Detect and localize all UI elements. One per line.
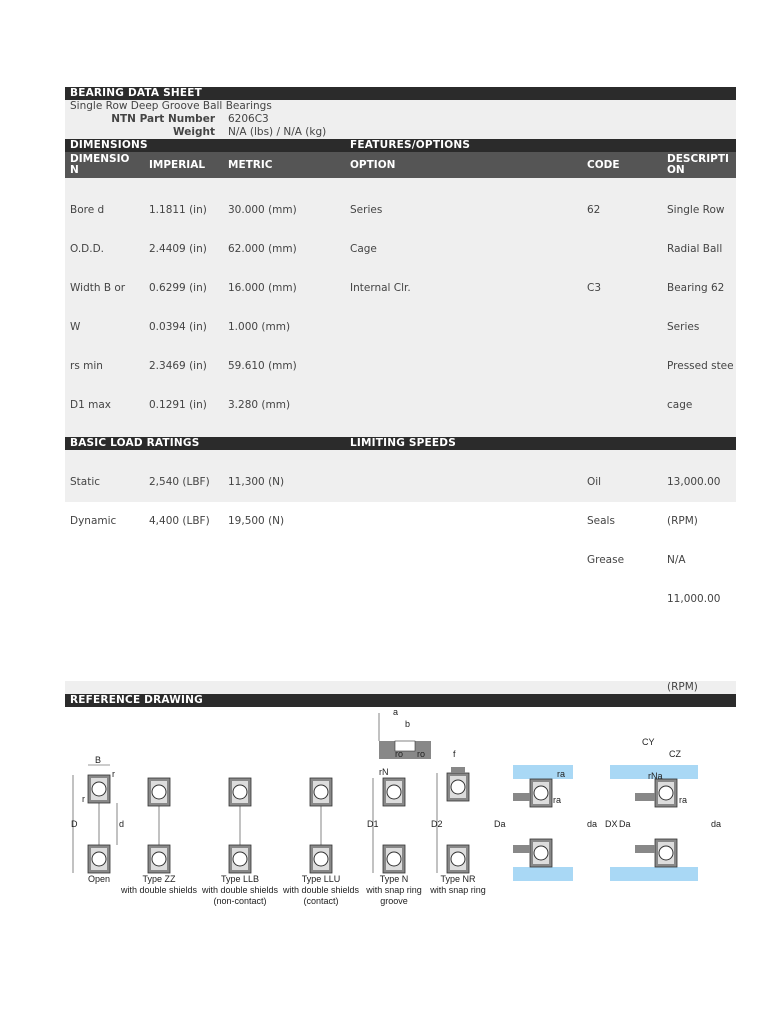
caption-type-n: Type N [379, 874, 409, 884]
imperial-column [149, 178, 207, 437]
drawing-label: ra [553, 795, 562, 805]
load-lbf: 2,540 (LBF) [149, 476, 210, 488]
features-heading: FEATURES/OPTIONS [350, 139, 471, 151]
header-metric: METRIC [228, 159, 273, 171]
drawing-label: r [112, 769, 115, 779]
caption-type-llu: Type LLU [301, 874, 341, 884]
imperial-value: 2.4409 (in) [149, 243, 207, 255]
speed-value-column [667, 450, 720, 632]
drawing-label: rN [379, 767, 389, 777]
load-ratings-heading: BASIC LOAD RATINGS [70, 437, 200, 449]
bearing-llu-figure [310, 778, 332, 873]
drawing-label: Da [494, 819, 506, 829]
imperial-value: 2.3469 (in) [149, 360, 207, 372]
metric-value: 30.000 (mm) [228, 204, 297, 216]
option-code: C3 [587, 282, 602, 294]
part-number-label: NTN Part Number [111, 113, 215, 125]
caption-type-zz: Type ZZ [142, 874, 176, 884]
drawing-label: D1 [367, 819, 379, 829]
metric-value: 3.280 (mm) [228, 399, 291, 411]
imperial-value: 0.1291 (in) [149, 399, 207, 411]
speed-value: 11,000.00 [667, 593, 721, 605]
metric-value: 16.000 (mm) [228, 282, 297, 294]
speed-type-column [587, 450, 624, 593]
speed-value: 13,000.00 [667, 476, 721, 488]
drawing-label: DX [605, 819, 618, 829]
header-dimension-2: N [70, 164, 79, 176]
dimensions-heading: DIMENSIONS [70, 139, 148, 151]
option-description: Series [667, 321, 700, 333]
load-speeds-panel [65, 450, 736, 605]
speed-value: (RPM) [667, 515, 698, 527]
bearing-open-figure [73, 765, 117, 873]
option-description: Radial Ball [667, 243, 723, 255]
drawing-label: D [71, 819, 78, 829]
bearing-description: Single Row Deep Groove Ball Bearings [70, 100, 272, 112]
option-description: cage [667, 399, 693, 411]
drawing-label: B [95, 755, 102, 765]
drawing-label: da [711, 819, 722, 829]
speed-type: Oil [587, 476, 602, 488]
load-newton-column [228, 450, 284, 554]
caption-llb-note: (non-contact) [213, 896, 267, 906]
drawing-label: Da [619, 819, 631, 829]
part-number-value: 6206C3 [228, 113, 269, 125]
drawing-label: rNa [648, 771, 663, 781]
dimension-name: Bore d [70, 204, 105, 216]
caption-nr-detail: with snap ring [430, 885, 486, 895]
option-name: Internal Clr. [350, 282, 411, 294]
code-column [587, 178, 601, 321]
option-name: Series [350, 204, 383, 216]
drawing-label: D2 [431, 819, 443, 829]
reference-drawing [65, 707, 736, 912]
reference-drawing-bar [65, 694, 736, 707]
load-lbf: 4,400 (LBF) [149, 515, 210, 527]
option-code [587, 243, 601, 256]
metric-value: 62.000 (mm) [228, 243, 297, 255]
summary-panel [65, 100, 736, 139]
header-description-2: ON [667, 164, 685, 176]
metric-value: 59.610 (mm) [228, 360, 297, 372]
option-code: 62 [587, 204, 601, 216]
dimension-name: Width B or [70, 282, 126, 294]
speed-overflow-unit: (RPM) [667, 681, 698, 693]
header-option: OPTION [350, 159, 396, 171]
dimension-name: W [70, 321, 81, 333]
dimensions-panel [65, 178, 736, 437]
caption-zz-detail: with double shields [120, 885, 198, 895]
option-description: Bearing 62 [667, 282, 725, 294]
drawing-label: d [119, 819, 125, 829]
metric-column [228, 178, 297, 437]
dimension-name: O.D.D. [70, 243, 105, 255]
drawing-label: CY [642, 737, 655, 747]
caption-n-detail: with snap ring [366, 885, 422, 895]
speed-value: N/A [667, 554, 686, 566]
dimension-name: rs min [70, 360, 103, 372]
option-column [350, 178, 411, 321]
caption-type-llb: Type LLB [220, 874, 260, 884]
housing-fit-figure [513, 765, 573, 881]
header-dimension-1: DIMENSIO [70, 153, 130, 165]
imperial-value: 1.1811 (in) [149, 204, 207, 216]
metric-value: 1.000 (mm) [228, 321, 291, 333]
speed-overflow-row [65, 681, 736, 694]
drawing-label: b [405, 719, 411, 729]
caption-llb-detail: with double shields [201, 885, 279, 895]
header-description-1: DESCRIPTI [667, 153, 729, 165]
header-code: CODE [587, 159, 620, 171]
caption-llu-note: (contact) [303, 896, 339, 906]
column-header-row [65, 152, 736, 178]
drawing-label: ra [557, 769, 566, 779]
option-description: Pressed stee [667, 360, 734, 372]
caption-n-note: groove [380, 896, 408, 906]
option-name: Cage [350, 243, 377, 255]
header-imperial: IMPERIAL [149, 159, 206, 171]
load-name: Dynamic [70, 515, 117, 527]
data-sheet-bar [65, 87, 736, 100]
imperial-value: 0.0394 (in) [149, 321, 207, 333]
imperial-value: 0.6299 (in) [149, 282, 207, 294]
drawing-label: ro [395, 749, 404, 759]
drawing-label: a [393, 707, 399, 717]
drawing-label: ro [417, 749, 426, 759]
load-name: Static [70, 476, 101, 488]
speed-type: Seals [587, 515, 615, 527]
dimensions-features-bar [65, 139, 736, 152]
caption-llu-detail: with double shields [282, 885, 360, 895]
drawing-label: CZ [669, 749, 681, 759]
description-column [667, 178, 734, 437]
limiting-speeds-heading: LIMITING SPEEDS [350, 437, 456, 449]
load-newton: 19,500 (N) [228, 515, 285, 527]
load-name-column [70, 450, 116, 554]
data-sheet-title: BEARING DATA SHEET [70, 87, 202, 99]
option-description: Single Row [667, 204, 725, 216]
load-speeds-bar [65, 437, 736, 450]
dimension-name: D1 max [70, 399, 111, 411]
weight-label: Weight [173, 126, 215, 138]
drawing-label: da [587, 819, 598, 829]
bearing-zz-figure [148, 778, 170, 873]
drawing-label: r [82, 794, 85, 804]
caption-open: Open [87, 874, 111, 884]
dimension-name-column [70, 178, 125, 437]
caption-type-nr: Type NR [440, 874, 476, 884]
weight-value: N/A (lbs) / N/A (kg) [228, 126, 327, 138]
bearing-llb-figure [229, 778, 251, 873]
drawing-label: f [453, 749, 456, 759]
speed-type: Grease [587, 554, 625, 566]
reference-drawing-heading: REFERENCE DRAWING [70, 694, 203, 706]
load-newton: 11,300 (N) [228, 476, 285, 488]
drawing-label: ra [679, 795, 688, 805]
load-lbf-column [149, 450, 210, 554]
